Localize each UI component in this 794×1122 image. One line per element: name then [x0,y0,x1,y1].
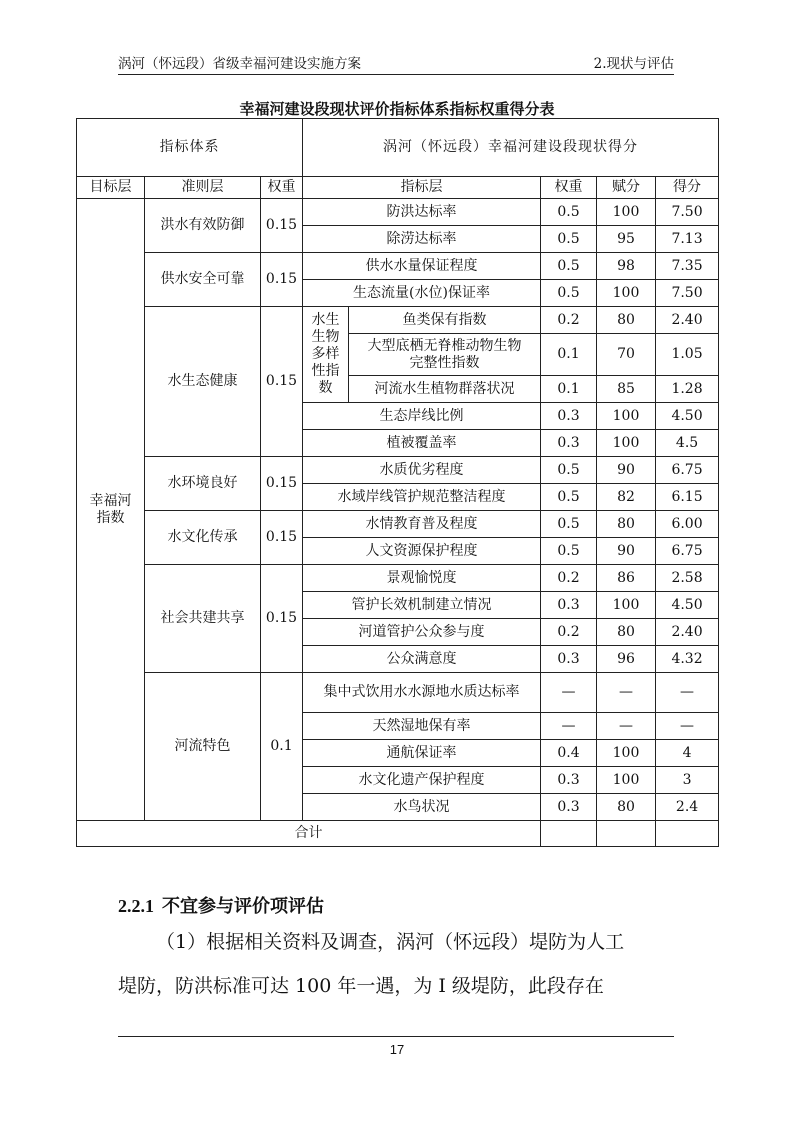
weight-cell: 0.5 [541,253,597,280]
indicator-cell: 河流水生植物群落状况 [349,376,541,403]
page-header [118,48,674,75]
criteria-cell: 洪水有效防御 [145,199,261,253]
criteria-weight-cell: 0.15 [261,457,303,511]
header-document-title: 涡河（怀远段）省级幸福河建设实施方案 [118,56,361,72]
weight-cell: 0.3 [541,646,597,673]
weight-cell: 0.3 [541,794,597,821]
value-cell: 100 [597,430,656,457]
total-label: 合计 [77,821,541,847]
header-score-group: 涡河（怀远段）幸福河建设段现状得分 [303,119,719,177]
header-indicator-layer: 指标层 [303,177,541,199]
header-chapter: 2.现状与评估 [593,56,674,72]
section-number: 2.2.1 [118,896,154,916]
indicator-cell: 天然湿地保有率 [303,713,541,740]
weight-cell: 0.5 [541,457,597,484]
criteria-weight-cell: 0.15 [261,511,303,565]
weight-cell: 0.4 [541,740,597,767]
weight-cell: 0.5 [541,538,597,565]
indicator-cell: 生态流量(水位)保证率 [303,280,541,307]
indicator-cell: 水文化遗产保护程度 [303,767,541,794]
value-cell: 85 [597,376,656,403]
weight-cell: 0.5 [541,484,597,511]
weight-cell: 0.2 [541,307,597,334]
weight-cell: 0.5 [541,226,597,253]
section-heading [118,892,324,918]
value-cell: 82 [597,484,656,511]
weight-cell: 0.1 [541,334,597,376]
score-cell: 2.40 [656,307,719,334]
criteria-weight-cell: 0.15 [261,307,303,457]
score-cell: 6.75 [656,538,719,565]
indicator-cell: 除涝达标率 [303,226,541,253]
criteria-weight-cell: 0.15 [261,253,303,307]
score-cell: 6.00 [656,511,719,538]
indicator-cell: 鱼类保有指数 [349,307,541,334]
indicator-cell: 通航保证率 [303,740,541,767]
score-cell: 7.50 [656,280,719,307]
criteria-cell: 水生态健康 [145,307,261,457]
header-target-layer: 目标层 [77,177,145,199]
table-title: 幸福河建设段现状评价指标体系指标权重得分表 [239,100,555,118]
value-cell: 80 [597,511,656,538]
header-index-system: 指标体系 [77,119,303,177]
score-cell: 7.50 [656,199,719,226]
score-cell: 4.50 [656,403,719,430]
value-cell: — [597,713,656,740]
indicator-cell: 防洪达标率 [303,199,541,226]
weight-cell: — [541,673,597,713]
total-score-cell [656,821,719,847]
value-cell: 100 [597,280,656,307]
weight-cell: 0.1 [541,376,597,403]
score-cell: 3 [656,767,719,794]
criteria-cell: 水环境良好 [145,457,261,511]
score-cell: — [656,673,719,713]
score-cell: 6.15 [656,484,719,511]
value-cell: 90 [597,457,656,484]
weight-cell: 0.3 [541,430,597,457]
score-cell: 4 [656,740,719,767]
total-value-cell [597,821,656,847]
criteria-cell: 河流特色 [145,673,261,821]
indicator-cell: 水域岸线管护规范整洁程度 [303,484,541,511]
indicator-cell: 管护长效机制建立情况 [303,592,541,619]
value-cell: 90 [597,538,656,565]
footer-divider [118,1036,674,1037]
score-cell: 4.5 [656,430,719,457]
indicator-cell [303,673,541,713]
value-cell: 95 [597,226,656,253]
paragraph-line-2: 堤防，防洪标准可达 100 年一遇，为 I 级堤防，此段存在 [118,975,604,997]
indicator-label: 集中式饮用水水源地水质达标率 [323,684,520,700]
score-cell: 1.05 [656,334,719,376]
value-cell: 70 [597,334,656,376]
indicator-cell [349,334,541,376]
value-cell: 100 [597,740,656,767]
indicator-cell: 生态岸线比例 [303,403,541,430]
indicator-cell: 水鸟状况 [303,794,541,821]
indicator-cell: 景观愉悦度 [303,565,541,592]
score-cell: 6.75 [656,457,719,484]
indicator-cell: 河道管护公众参与度 [303,619,541,646]
weight-cell: 0.2 [541,619,597,646]
weight-cell: 0.3 [541,403,597,430]
score-cell: 7.13 [656,226,719,253]
value-cell: 98 [597,253,656,280]
weight-cell: — [541,713,597,740]
value-cell: 100 [597,403,656,430]
weight-cell: 0.3 [541,767,597,794]
sub-indicator-label: 水生生物多样性指数 [311,312,340,396]
total-weight-cell [541,821,597,847]
value-cell: 100 [597,592,656,619]
indicator-cell: 人文资源保护程度 [303,538,541,565]
header-criteria-layer: 准则层 [145,177,261,199]
target-layer-cell [77,199,145,821]
value-cell: 86 [597,565,656,592]
indicator-cell: 水情教育普及程度 [303,511,541,538]
section-title: 不宜参与评价项评估 [162,896,324,917]
score-cell: 4.32 [656,646,719,673]
score-cell: 7.35 [656,253,719,280]
indicator-cell: 水质优劣程度 [303,457,541,484]
value-cell: 80 [597,307,656,334]
value-cell: 100 [597,767,656,794]
score-cell: — [656,713,719,740]
score-cell: 4.50 [656,592,719,619]
score-cell: 2.4 [656,794,719,821]
criteria-cell: 社会共建共享 [145,565,261,673]
criteria-cell: 供水安全可靠 [145,253,261,307]
paragraph-line-1: （1）根据相关资料及调查，涡河（怀远段）堤防为人工 [156,931,625,953]
indicator-cell: 公众满意度 [303,646,541,673]
value-cell: 96 [597,646,656,673]
sub-indicator-cell [303,307,349,403]
header-indicator-weight: 权重 [541,177,597,199]
target-layer-label: 幸福河指数 [89,492,132,526]
weight-cell: 0.3 [541,592,597,619]
indicator-cell: 供水水量保证程度 [303,253,541,280]
score-cell: 2.40 [656,619,719,646]
criteria-weight-cell: 0.1 [261,673,303,821]
value-cell: — [597,673,656,713]
criteria-cell: 水文化传承 [145,511,261,565]
weight-cell: 0.5 [541,511,597,538]
score-cell: 2.58 [656,565,719,592]
indicator-label: 大型底栖无脊椎动物生物完整性指数 [367,337,522,371]
value-cell: 80 [597,794,656,821]
value-cell: 100 [597,199,656,226]
header-value: 赋分 [597,177,656,199]
score-table [76,118,719,847]
weight-cell: 0.5 [541,280,597,307]
header-score: 得分 [656,177,719,199]
value-cell: 80 [597,619,656,646]
header-weight: 权重 [261,177,303,199]
page-number: 17 [389,1042,405,1057]
weight-cell: 0.5 [541,199,597,226]
indicator-cell: 植被覆盖率 [303,430,541,457]
criteria-weight-cell: 0.15 [261,199,303,253]
weight-cell: 0.2 [541,565,597,592]
criteria-weight-cell: 0.15 [261,565,303,673]
score-cell: 1.28 [656,376,719,403]
